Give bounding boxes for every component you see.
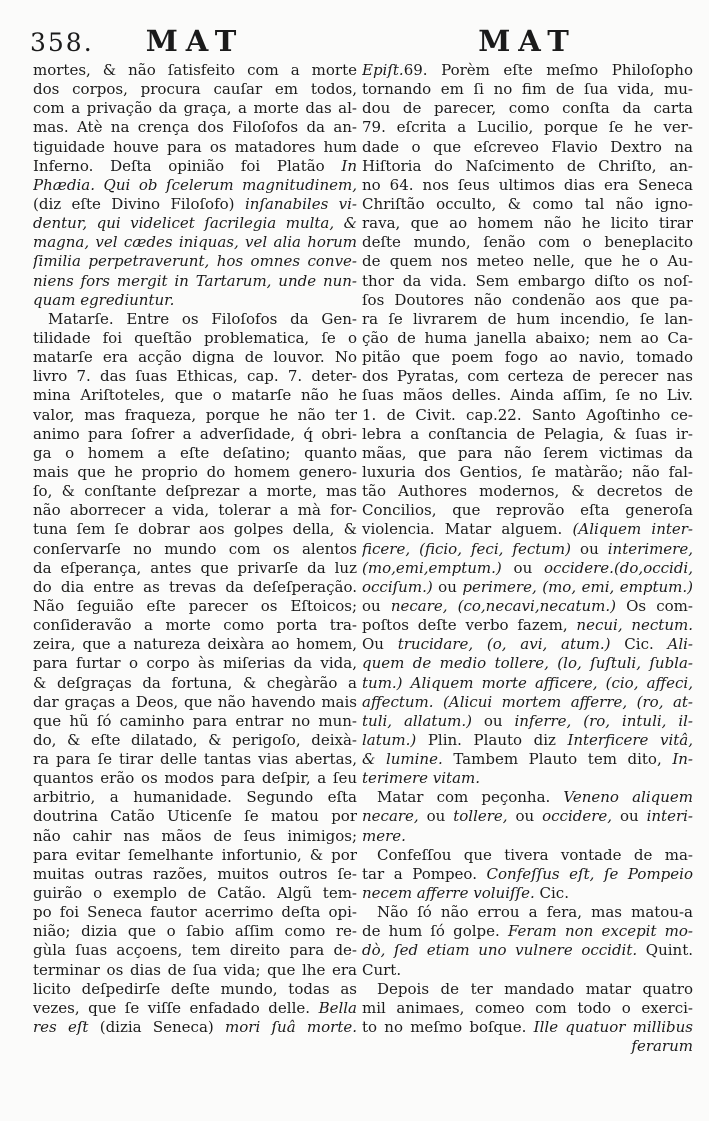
roman-text: Hiſtoria do Naſcimento de Chriſto, an- [362, 156, 693, 175]
text-line [362, 463, 693, 482]
italic-text: tum.) Aliquem morte afficere, (cio, affeci, [362, 673, 693, 692]
text-line [362, 406, 693, 425]
italic-text: occidere.(do,occidi, [544, 558, 693, 577]
text-line [362, 827, 693, 846]
text-line [362, 1037, 693, 1056]
roman-text: para furtar o corpo às miſerias da vida, [33, 654, 357, 673]
text-line [362, 731, 693, 750]
roman-text: de hum ſó golpe. [362, 922, 508, 941]
italic-text: (mo,emi,emptum.) [362, 558, 502, 577]
roman-text: deſte mundo, ſenão com o beneplacito [362, 233, 693, 252]
text-line [33, 386, 357, 405]
roman-text: mortes, & não ſatisfeito com a morte [33, 61, 357, 79]
text-line [362, 750, 693, 769]
text-line [33, 99, 357, 118]
text-line [362, 846, 693, 865]
roman-text: ou [471, 711, 515, 730]
text-line [33, 348, 357, 367]
text-line [33, 903, 357, 922]
roman-text: zeira, que a natureza deixàra ao homem, [33, 635, 357, 654]
text-line [33, 272, 357, 291]
roman-text: Confeſſou que tivera vontade de ma- [377, 845, 693, 864]
roman-text: lebra a conſtancia de Pelagia, & ſuas ir- [362, 424, 693, 443]
roman-text: para evitar ſemelhante infortunio, & por [33, 845, 357, 864]
text-line [362, 788, 693, 807]
roman-text: tar a Pompeo. [362, 864, 487, 883]
text-line [33, 329, 357, 348]
roman-text: (diz eſte Divino Filoſofo) [33, 194, 245, 213]
text-line [362, 616, 693, 635]
roman-text: Tambem Plauto tem dito, [442, 750, 673, 769]
text-line [362, 693, 693, 712]
text-line [33, 999, 357, 1018]
roman-text: não aborrecer a vida, tolerar a mà for- [33, 501, 357, 520]
italic-text: necui, nectum. [576, 616, 693, 635]
roman-text: rava, que ao homem não he licito tirar [362, 214, 693, 233]
text-line [33, 425, 357, 444]
text-line [362, 712, 693, 731]
text-line [33, 616, 357, 635]
italic-text: mori ſuâ morte. [225, 1018, 357, 1037]
italic-text: res eſt [33, 1018, 89, 1037]
text-line [362, 865, 693, 884]
roman-text: muitas outras razões, muitos outros ſe- [33, 864, 357, 883]
text-line [362, 195, 693, 214]
roman-text: Os com- [616, 596, 693, 615]
text-line [33, 520, 357, 539]
roman-text: do, & eſte dilatado, & perigoſo, deixà- [33, 730, 357, 749]
roman-text: tuna ſem ſe dobrar aos golpes della, & [33, 520, 357, 539]
left-column [33, 61, 357, 1037]
roman-text: ou [501, 558, 545, 577]
italic-text: (Aliquem inter- [572, 520, 693, 539]
running-head-left: MAT [145, 24, 245, 58]
roman-text: dar graças a Deos, que não havendo mais [33, 692, 357, 711]
text-line [362, 540, 693, 559]
italic-text: inferre, (ro, intuli, il- [514, 711, 693, 730]
roman-text: guirão o exemplo de Catão. Algũ tem- [33, 884, 357, 903]
text-line [33, 597, 357, 616]
roman-text: tornando em ſi no fim de ſua vida, mu- [362, 80, 693, 99]
text-line [33, 176, 357, 195]
roman-text: Concilios, que reprovão eſta generoſa [362, 501, 693, 520]
text-line [33, 367, 357, 386]
text-line [33, 578, 357, 597]
roman-text: tilidade foi queſtão problematica, ſe o [33, 328, 357, 347]
roman-text: pitão que poem fogo ao navio, tomado [362, 348, 693, 367]
roman-text: gùla ſuas acçoens, tem direito para de- [33, 941, 357, 960]
text-line [33, 980, 357, 999]
text-line [33, 635, 357, 654]
text-line [362, 99, 693, 118]
text-line [33, 1018, 357, 1037]
roman-text: violencia. Matar alguem. [362, 520, 573, 539]
text-line [33, 846, 357, 865]
roman-text: 69. Porèm eſte meſmo Philoſopho [403, 61, 693, 79]
roman-text: Não ſeguião eſte parecer os Eſtoicos; [33, 596, 357, 615]
text-line [33, 922, 357, 941]
roman-text: Matarſe. Entre os Filoſofos da Gen- [48, 309, 357, 328]
text-line [362, 233, 693, 252]
text-line [362, 578, 693, 597]
italic-text: latum.) [362, 730, 417, 749]
italic-text: Interficere vitâ, [567, 730, 693, 749]
roman-text: nião; dizia que o ſabio aſſim como re- [33, 922, 357, 941]
italic-text: Phædia. Qui ob ſcelerum magnitudinem, [33, 175, 357, 194]
text-line [362, 654, 693, 673]
text-line [362, 252, 693, 271]
text-line [362, 941, 693, 960]
text-line [362, 367, 693, 386]
roman-text: do dia entre as trevas da deſeſperação. [33, 577, 357, 596]
text-line [33, 195, 357, 214]
italic-text: occiſum.) [362, 577, 433, 596]
text-line [33, 865, 357, 884]
roman-text: livro 7. das ſuas Ethicas, cap. 7. deter- [33, 367, 357, 386]
text-line [33, 788, 357, 807]
italic-text: tuli, allatum.) [362, 711, 472, 730]
italic-text: interi- [646, 807, 693, 826]
text-line [362, 903, 693, 922]
text-line [362, 444, 693, 463]
text-line [33, 482, 357, 501]
italic-text: Feram non excepit mo- [507, 922, 693, 941]
roman-text: ou [571, 539, 608, 558]
text-line [33, 693, 357, 712]
roman-text: ou [362, 596, 391, 615]
roman-text: ção de huma janella abaixo; nem ao Ca- [362, 328, 693, 347]
text-line [33, 961, 357, 980]
italic-text: quem de medio tollere, (lo, ſuſtuli, ſubla- [362, 654, 693, 673]
text-line [362, 118, 693, 137]
text-line [33, 406, 357, 425]
text-line [33, 750, 357, 769]
roman-text: poſtos deſte verbo fazem, [362, 616, 577, 635]
text-line [362, 80, 693, 99]
italic-text: mere. [362, 826, 406, 845]
text-line [33, 654, 357, 673]
italic-text: Veneno aliquem [563, 788, 693, 807]
italic-text: In- [672, 750, 693, 769]
roman-text: ra ſe livrarem de hum incendio, ſe lan- [362, 309, 693, 328]
text-line [362, 807, 693, 826]
roman-text: quantos erão os modos para deſpir, a ſeu [33, 769, 357, 788]
roman-text: ou [432, 577, 463, 596]
roman-text: ſuas mãos delles. Ainda aſſim, ſe no Liv. [362, 386, 693, 405]
roman-text: Chriſtão occulto, & como tal não igno- [362, 194, 693, 213]
text-line [362, 291, 693, 310]
text-line [33, 674, 357, 693]
italic-text: ficere, (ficio, feci, fectum) [362, 539, 572, 558]
text-line [33, 941, 357, 960]
italic-text: & lumine. [362, 750, 443, 769]
text-line [362, 884, 693, 903]
roman-text: ou [612, 807, 647, 826]
text-line [362, 674, 693, 693]
italic-text: Ille quatuor millibus [533, 1018, 693, 1037]
roman-text: valor, mas fraqueza, porque he não ter [33, 405, 357, 424]
roman-text: com a privação da graça, a morte das al- [33, 99, 357, 118]
text-line [362, 348, 693, 367]
roman-text: ſos Doutores não condenão aos que pa- [362, 290, 693, 309]
roman-text: arbitrio, a humanidade. Segundo eſta [33, 788, 357, 807]
italic-text: affectum. (Alicui mortem afferre, (ro, at- [362, 692, 693, 711]
text-line [33, 80, 357, 99]
italic-text: Confeſſus eſt, ſe Pompeio [486, 864, 693, 883]
text-line [362, 310, 693, 329]
text-line [362, 138, 693, 157]
text-line [362, 425, 693, 444]
roman-text: terminar os dias de ſua vida; que lhe era [33, 960, 357, 979]
text-line [33, 712, 357, 731]
text-line [362, 482, 693, 501]
roman-text: Depois de ter mandado matar quatro [377, 979, 693, 998]
text-line [362, 635, 693, 654]
roman-text: mãas, que para não ſerem victimas da [362, 443, 693, 462]
text-line [33, 769, 357, 788]
roman-text: Cic. [534, 884, 569, 903]
roman-text: Curt. [362, 960, 402, 979]
roman-text: dade o que eſcreveo Flavio Dextro na [362, 137, 693, 156]
roman-text: ra para ſe tirar delle tantas vias abertas, [33, 750, 357, 769]
text-line [33, 827, 357, 846]
text-line [33, 61, 357, 80]
text-line [33, 540, 357, 559]
roman-text: Cic. [610, 635, 668, 654]
roman-text: de quem nos meteo nelle, que he o Au- [362, 252, 693, 271]
roman-text: ou [507, 807, 543, 826]
text-line [362, 769, 693, 788]
page-number: 358. [30, 28, 94, 57]
roman-text: luxuria dos Gentios, ſe matàrão; não fal- [362, 462, 693, 481]
roman-text: 1. de Civit. cap.22. Santo Agoſtinho ce- [362, 405, 693, 424]
roman-text: Plin. Plauto diz [416, 730, 568, 749]
roman-text: conſideravão a morte como porta tra- [33, 616, 357, 635]
roman-text: doutrina Catão Uticenſe ſe matou por [33, 807, 357, 826]
text-line [362, 597, 693, 616]
roman-text: ou [418, 807, 454, 826]
roman-text: to no meſmo boſque. [362, 1018, 534, 1037]
italic-text: ſimilia perpetraverunt, hos omnes conve- [33, 252, 357, 271]
roman-text: (dizia Seneca) [88, 1018, 226, 1037]
roman-text: da eſperança, antes que privarſe da luz [33, 558, 357, 577]
roman-text: no 64. nos ſeus ultimos dias era Seneca [362, 175, 693, 194]
roman-text: dos corpos, procura cauſar em todos, [33, 80, 357, 99]
roman-text: não cahir nas mãos de ſeus inimigos; [33, 826, 357, 845]
roman-text: ſo, & conſtante deſprezar a morte, mas [33, 482, 357, 501]
roman-text: mais que he proprio do homem genero- [33, 462, 357, 481]
roman-text: 79. eſcrita a Lucilio, porque ſe he ver- [362, 118, 693, 137]
roman-text: matarſe era acção digna de louvor. No [33, 348, 357, 367]
roman-text: po foi Seneca fautor acerrimo deſta opi- [33, 903, 357, 922]
roman-text: vezes, que ſe viſſe enfadado delle. [33, 998, 319, 1017]
text-line [33, 157, 357, 176]
roman-text: tiguidade houve para os matadores hum [33, 137, 357, 156]
italic-text: Epiſt. [362, 61, 404, 79]
text-line [33, 559, 357, 578]
italic-text: quam egrediuntur. [33, 290, 175, 309]
italic-text: magna, vel cædes iniquas, vel alia horum [33, 233, 357, 252]
roman-text: mil animaes, comeo com todo o exerci- [362, 998, 693, 1017]
italic-text: niens fors mergit in Tartarum, unde nun- [33, 271, 357, 290]
italic-text: dò, ſed etiam uno vulnere occidit. [362, 941, 638, 960]
roman-text: animo para ſofrer a adverſidade, q́ obri- [33, 424, 357, 443]
roman-text: dou de parecer, como conſta da carta [362, 99, 693, 118]
text-line [33, 463, 357, 482]
text-line [33, 138, 357, 157]
text-line [362, 999, 693, 1018]
roman-text: Inferno. Deſta opinião foi Platão [33, 156, 342, 175]
roman-text: ga o homem a eſte deſatino; quanto [33, 443, 357, 462]
text-line [362, 961, 693, 980]
italic-text: interimere, [607, 539, 693, 558]
text-line [33, 118, 357, 137]
roman-text: dos Pyratas, com certeza de perecer nas [362, 367, 693, 386]
text-line [362, 501, 693, 520]
italic-text: inſanabiles vi- [244, 194, 357, 213]
roman-text: tão Authores modernos, & decretos de [362, 482, 693, 501]
italic-text: terimere vitam. [362, 769, 481, 788]
italic-text: In [341, 156, 357, 175]
running-head-right: MAT [478, 24, 577, 58]
right-column [362, 61, 693, 1056]
text-line [362, 214, 693, 233]
italic-text: occidere, [542, 807, 613, 826]
text-line [33, 252, 357, 271]
text-line [33, 233, 357, 252]
roman-text: thor da vida. Sem embargo diſto os noſ- [362, 271, 693, 290]
text-line [33, 884, 357, 903]
italic-text: necare, (co,necavi,necatum.) [390, 596, 617, 615]
text-line [362, 176, 693, 195]
italic-text: Ali- [667, 635, 693, 654]
italic-text: tollere, [453, 807, 508, 826]
italic-text: trucidare, (o, avi, atum.) [397, 635, 611, 654]
italic-text: necem afferre voluiſſe. [362, 884, 535, 903]
roman-text: Ou [362, 635, 398, 654]
italic-text: ferarum [631, 1037, 693, 1056]
text-line [33, 291, 357, 310]
roman-text: mina Ariſtoteles, que o matarſe não he [33, 386, 357, 405]
text-line [362, 520, 693, 539]
text-line [33, 214, 357, 233]
text-line [33, 807, 357, 826]
text-line [362, 386, 693, 405]
text-line [33, 444, 357, 463]
roman-text: conſervarſe no mundo com os alentos [33, 539, 357, 558]
roman-text: Não ſó não errou a fera, mas matou-a [377, 903, 693, 922]
italic-text: Bella [318, 998, 357, 1017]
roman-text: mas. Atè na crença dos Filoſofos da an- [33, 118, 357, 137]
text-line [362, 157, 693, 176]
italic-text: necare, [362, 807, 419, 826]
text-line [33, 731, 357, 750]
italic-text: perimere, (mo, emi, emptum.) [462, 577, 693, 596]
text-line [362, 61, 693, 80]
italic-text: dentur, qui videlicet ſacrilegia multa, & [33, 214, 357, 233]
text-line [362, 559, 693, 578]
roman-text: & deſgraças da fortuna, & chegàrão a [33, 673, 357, 692]
text-line [362, 272, 693, 291]
roman-text: licito deſpedirſe deſte mundo, todas as [33, 979, 357, 998]
roman-text: que hũ ſó caminho para entrar no mun- [33, 711, 357, 730]
text-line [362, 1018, 693, 1037]
text-line [33, 310, 357, 329]
text-line [362, 980, 693, 999]
text-line [33, 501, 357, 520]
text-line [362, 922, 693, 941]
roman-text: Quint. [637, 941, 693, 960]
roman-text: Matar com peçonha. [377, 788, 564, 807]
text-line [362, 329, 693, 348]
